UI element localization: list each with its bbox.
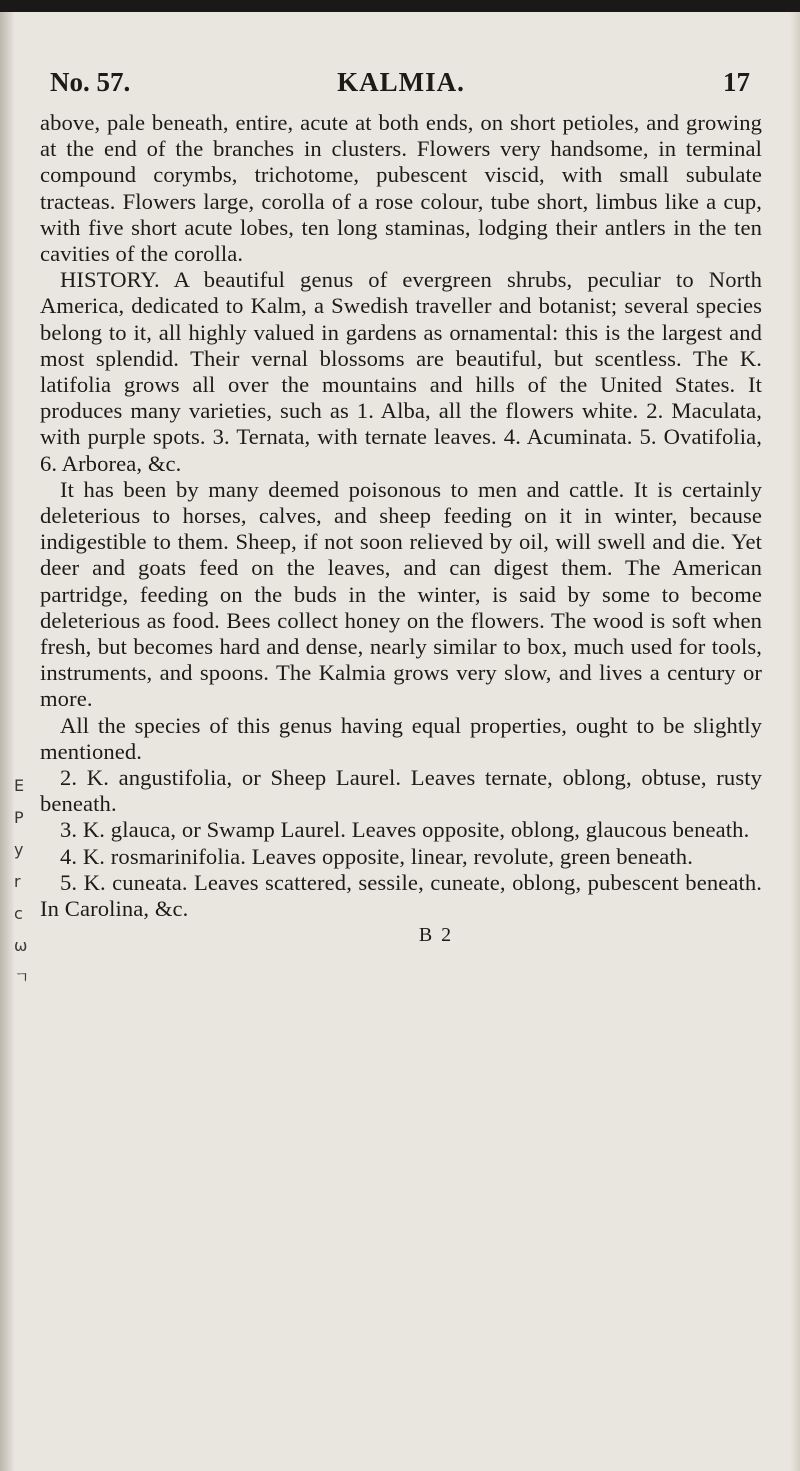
species-entry: 2. K. angustifolia, or Sheep Laurel. Leaves ternate, oblong, obtuse, rusty beneath.	[40, 765, 762, 817]
genus-heading: KALMIA.	[337, 67, 465, 97]
margin-bleed-through	[14, 770, 38, 994]
running-head	[40, 62, 762, 102]
body-text	[40, 110, 762, 949]
page-gutter	[0, 12, 14, 1471]
description-paragraph: above, pale beneath, entire, acute at both ends, on short petioles, and growing at the end of the branches in clusters. Flowers very handsome, in terminal compound corymbs, trichotome, pubescent viscid, with small subulate tracteas. Flowers large, corolla of a rose colour, tube short, limbus like a cup, with five short acute lobes, ten long staminas, lodging their antlers in the ten cavities of the corolla.	[40, 110, 762, 267]
species-entry: 5. K. cuneata. Leaves scattered, sessile, cuneate, oblong, pubescent beneath. In Carolina, &c.	[40, 869, 762, 922]
signature-mark: B 2	[418, 924, 454, 947]
page-edge-right	[790, 12, 800, 1471]
margin-mark: E	[14, 776, 25, 795]
margin-mark: ㄱ	[14, 968, 30, 987]
history-paragraph: HISTORY. A beautiful genus of evergreen shrubs, peculiar to North America, dedicated to Kalm, a Swedish traveller and botanist; several species belong to it, all highly valued in gardens as ornamental: this is the largest and most splendid. Their vernal blossoms are beautiful, but scentless. The K. latifolia grows all over the mountains and hills of the United States. It produces many varieties, such as 1. Alba, all the flowers white. 2. Maculata, with purple spots. 3. Ternata, with ternate leaves. 4. Acuminata. 5. Ovatifolia, 6. Arborea, &c.	[40, 267, 762, 476]
book-page	[40, 62, 762, 949]
species-entry: 4. K. rosmarinifolia. Leaves opposite, linear, revolute, green beneath.	[60, 843, 693, 869]
properties-paragraph: It has been by many deemed poisonous to men and cattle. It is certainly deleterious to horses, calves, and sheep feeding on it in winter, because indigestible to them. Sheep, if not soon relieved by oil, will swell and die. Yet deer and goats feed on the leaves, and can digest them. The American partridge, feeding on the buds in the winter, is said by some to become deleterious as food. Bees collect honey on the flowers. The wood is soft when fresh, but becomes hard and dense, nearly similar to box, much used for tools, instruments, and spoons. The Kalmia grows very slow, and lives a century or more.	[40, 476, 762, 712]
species-intro-paragraph: All the species of this genus having equal properties, ought to be slightly mentioned.	[40, 712, 762, 764]
page-number: 17	[723, 67, 750, 97]
entry-number: No. 57.	[50, 67, 131, 97]
species-entry: 3. K. glauca, or Swamp Laurel. Leaves opposite, oblong, glaucous beneath.	[60, 817, 750, 843]
margin-mark: P	[14, 808, 24, 827]
scan-edge-top	[0, 0, 800, 12]
margin-mark: y	[14, 840, 24, 859]
margin-mark: r	[14, 872, 21, 891]
margin-mark: c	[14, 904, 23, 923]
margin-mark: ω	[14, 936, 28, 955]
